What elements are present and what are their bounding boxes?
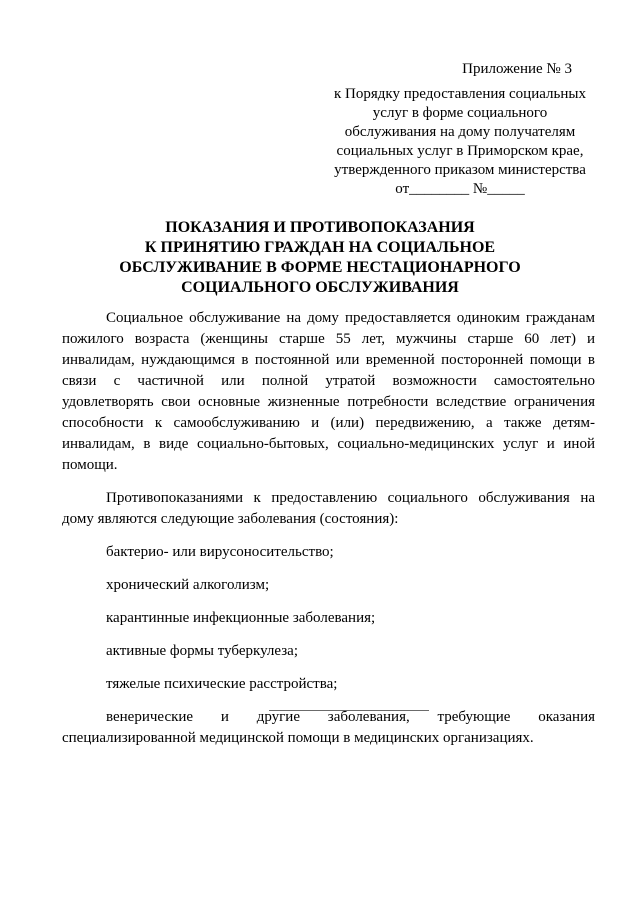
appendix-line: социальных услуг в Приморском крае, [336, 143, 584, 159]
contraindication-item: венерические и другие заболевания, требующие оказания специализированной медицинской помощи в медицинских организациях. [62, 709, 595, 746]
contraindication-item: карантинные инфекционные заболевания; [106, 610, 376, 626]
appendix-line: обслуживания на дому получателям [344, 124, 576, 140]
contraindication-item: тяжелые психические расстройства; [106, 676, 338, 692]
appendix-line: услуг в форме социального [372, 105, 548, 121]
end-separator-line [269, 710, 429, 711]
appendix-date-number-line: от________ №_____ [395, 181, 525, 197]
title-line: ПОКАЗАНИЯ И ПРОТИВОПОКАЗАНИЯ [165, 219, 475, 236]
title-line: К ПРИНЯТИЮ ГРАЖДАН НА СОЦИАЛЬНОЕ [144, 239, 496, 256]
title-line: СОЦИАЛЬНОГО ОБСЛУЖИВАНИЯ [181, 279, 459, 296]
contraindications-intro: Противопоказаниями к предоставлению социального обслуживания на дому являются следующие заболевания (состояния): [62, 490, 595, 527]
appendix-header [330, 60, 590, 199]
appendix-title: Приложение № 3 [462, 61, 572, 77]
appendix-line: утвержденного приказом министерства [334, 162, 586, 178]
document-title [60, 218, 580, 298]
contraindication-item: хронический алкоголизм; [106, 577, 270, 593]
indications-paragraph: Социальное обслуживание на дому предоставляется одиноким гражданам пожилого возраста (женщины старше 55 лет, мужчины старше 60 лет) и инвалидам, нуждающимся в постоянной или временной посторонней помощи в связи с частичной или полной утратой возможности самостоятельно удовлетворять свои основные жизненные потребности вследствие ограничения способности к самообслуживанию и (или) передвижению, а также детям-инвалидам, в виде социально-бытовых, социально-медицинских услуг и иной помощи. [62, 310, 595, 473]
document-body [62, 308, 595, 761]
appendix-line: к Порядку предоставления социальных [334, 86, 586, 102]
contraindication-item: бактерио- или вирусоносительство; [106, 544, 334, 560]
contraindication-item: активные формы туберкулеза; [106, 643, 298, 659]
title-line: ОБСЛУЖИВАНИЕ В ФОРМЕ НЕСТАЦИОНАРНОГО [119, 259, 521, 276]
